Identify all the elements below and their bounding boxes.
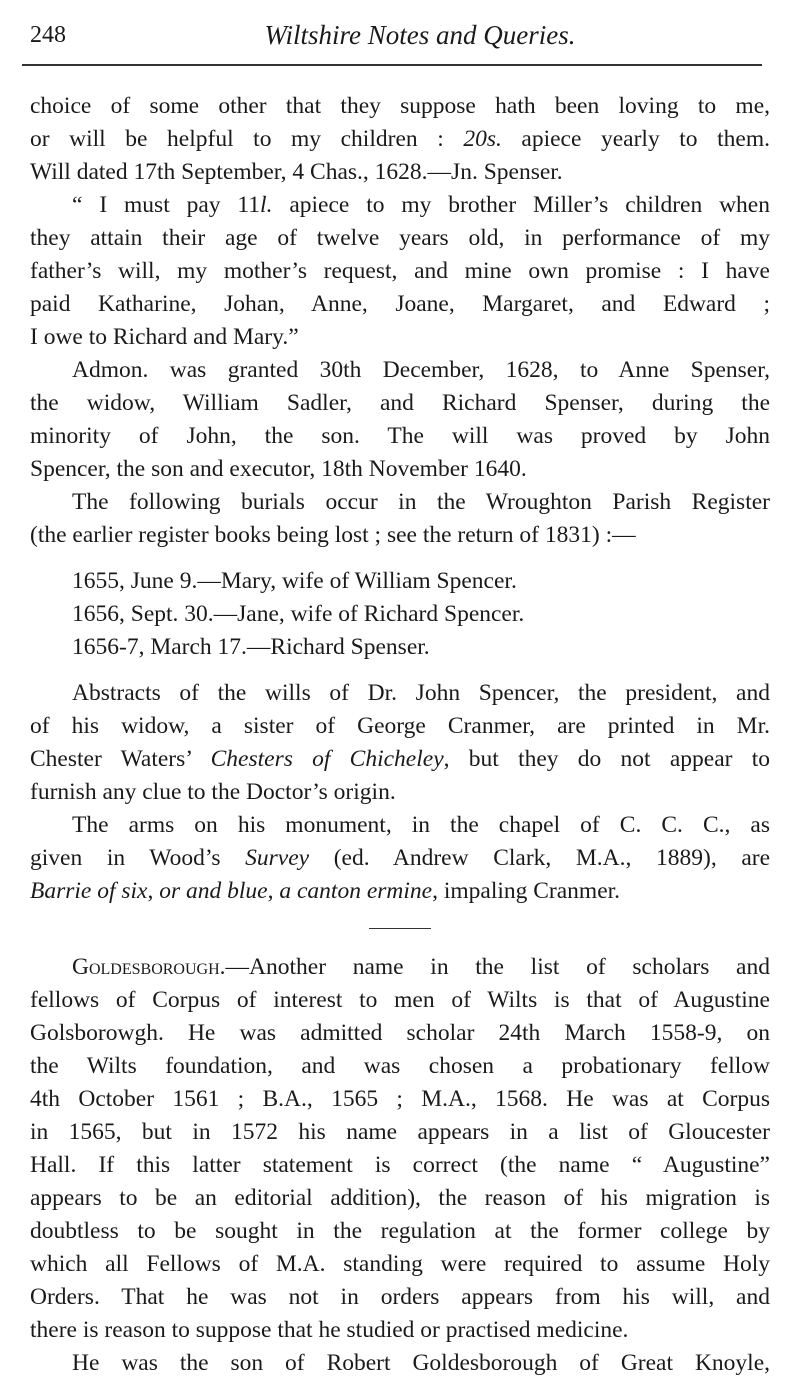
italic-text: Barrie of six [30, 878, 148, 904]
paragraph [30, 809, 770, 908]
text: Spencer, the son and executor, 18th November 1640. [30, 456, 527, 482]
text-line [30, 222, 770, 255]
text: 1656-7, March 17.—Richard Spenser. [72, 634, 430, 660]
text-line [30, 321, 770, 354]
text: Chester Waters’ [30, 746, 211, 772]
text-line [30, 354, 770, 387]
text: there is reason to suppose that he studied or practised medicine. [30, 1317, 629, 1343]
text-line [30, 156, 770, 189]
text: minority of John, the son. The will was proved by John [30, 423, 770, 449]
paragraph [30, 354, 770, 486]
text-line [30, 1116, 770, 1149]
text: the widow, William Sadler, and Richard Spenser, during the [30, 390, 770, 416]
text-line [30, 710, 770, 743]
text-line [30, 387, 770, 420]
text: furnish any clue to the Doctor’s origin. [30, 779, 396, 805]
text: of his widow, a sister of George Cranmer, are printed in Mr. [30, 713, 770, 739]
text: the Wilts foundation, and was chosen a probationary fellow [30, 1053, 770, 1079]
text: , [147, 878, 160, 904]
text: paid Katharine, Johan, Anne, Joane, Margaret, and Edward ; [30, 291, 770, 317]
small-caps-heading: Goldesborough [72, 954, 220, 980]
text-line [30, 743, 770, 776]
italic-text: a canton ermine [279, 878, 433, 904]
text: doubtless to be sought in the regulation at the former college by [30, 1218, 770, 1244]
text-line [30, 486, 770, 519]
text: , impaling Cranmer. [432, 878, 621, 904]
text-line [30, 420, 770, 453]
text-line [30, 1050, 770, 1083]
text: apiece to my brother Miller’s children when [272, 192, 770, 218]
list-item [30, 631, 770, 664]
text-line [30, 1182, 770, 1215]
text-line [30, 255, 770, 288]
paragraph [30, 951, 770, 1347]
text: fellows of Corpus of interest to men of Wilts is that of Augustine [30, 987, 770, 1013]
text-line [30, 842, 770, 875]
text-line [30, 1248, 770, 1281]
text: , but they do not appear to [443, 746, 770, 772]
text: 1655, June 9.—Mary, wife of William Spencer. [72, 568, 517, 594]
text-line [30, 875, 770, 908]
italic-text: 20s. [463, 126, 502, 152]
text: The following burials occur in the Wroughton Parish Register [72, 489, 770, 515]
italic-text: l. [260, 192, 273, 218]
text: The arms on his monument, in the chapel of C. C. C., as [72, 812, 770, 838]
paragraph [30, 486, 770, 552]
text-line [30, 1215, 770, 1248]
italic-text: or and blue [159, 878, 268, 904]
text: 1656, Sept. 30.—Jane, wife of Richard Spencer. [72, 601, 525, 627]
text: Golsborowgh. He was admitted scholar 24th March 1558-9, on [30, 1020, 770, 1046]
text-line [30, 1314, 770, 1347]
text-line [30, 1281, 770, 1314]
section-divider [369, 928, 431, 929]
paragraph [30, 189, 770, 354]
text-line [30, 776, 770, 809]
italic-text: Chesters of Chicheley [210, 746, 444, 772]
text-line [30, 1083, 770, 1116]
text: which all Fellows of M.A. standing were required to assume Holy [30, 1251, 770, 1277]
text-line [30, 1347, 770, 1380]
text-line [30, 189, 770, 222]
text: choice of some other that they suppose hath been loving to me, [30, 93, 770, 119]
text: (ed. Andrew Clark, M.A., 1889), are [309, 845, 771, 871]
italic-text: Survey [245, 845, 310, 871]
text: I owe to Richard and Mary.” [30, 324, 299, 350]
text: 4th October 1561 ; B.A., 1565 ; M.A., 1568. He was at Corpus [30, 1086, 770, 1112]
text: given in Wood’s [30, 845, 246, 871]
text-line [30, 288, 770, 321]
text: Will dated 17th September, 4 Chas., 1628.—Jn. Spenser. [30, 159, 563, 185]
text: appears to be an editorial addition), the reason of his migration is [30, 1185, 770, 1211]
spacer [30, 664, 770, 677]
text: Abstracts of the wills of Dr. John Spencer, the president, and [72, 680, 770, 706]
text-line [30, 984, 770, 1017]
text: or will be helpful to my children : [30, 126, 464, 152]
list-item [30, 565, 770, 598]
text: father’s will, my mother’s request, and mine own promise : I have [30, 258, 770, 284]
text: Admon. was granted 30th December, 1628, to Anne Spenser, [72, 357, 770, 383]
paragraph [30, 1347, 770, 1380]
text-line [30, 1149, 770, 1182]
text: Orders. That he was not in orders appears from his will, and [30, 1284, 770, 1310]
text: .—Another name in the list of scholars and [219, 954, 770, 980]
text-line [30, 123, 770, 156]
text: “ I must pay 11 [72, 192, 261, 218]
text-line [30, 809, 770, 842]
text: , [267, 878, 280, 904]
list-item [30, 598, 770, 631]
page-header [30, 14, 770, 54]
burial-list [30, 565, 770, 664]
spacer [30, 552, 770, 565]
text-line [30, 453, 770, 486]
paragraph [30, 90, 770, 189]
text-line [30, 519, 770, 552]
paragraph [30, 677, 770, 809]
text: in 1565, but in 1572 his name appears in a list of Gloucester [30, 1119, 770, 1145]
page-number: 248 [30, 22, 66, 48]
text: apiece yearly to them. [501, 126, 770, 152]
text-line [30, 951, 770, 984]
text: He was the son of Robert Goldesborough of Great Knoyle, [72, 1350, 770, 1376]
running-title: Wiltshire Notes and Queries. [264, 20, 576, 50]
page-body [30, 90, 770, 1380]
text: Hall. If this latter statement is correct (the name “ Augustine” [30, 1152, 770, 1178]
text-line [30, 677, 770, 710]
text-line [30, 1017, 770, 1050]
header-rule [22, 64, 762, 66]
text-line [30, 90, 770, 123]
text: (the earlier register books being lost ; see the return of 1831) :— [30, 522, 636, 548]
text: they attain their age of twelve years old, in performance of my [30, 225, 770, 251]
